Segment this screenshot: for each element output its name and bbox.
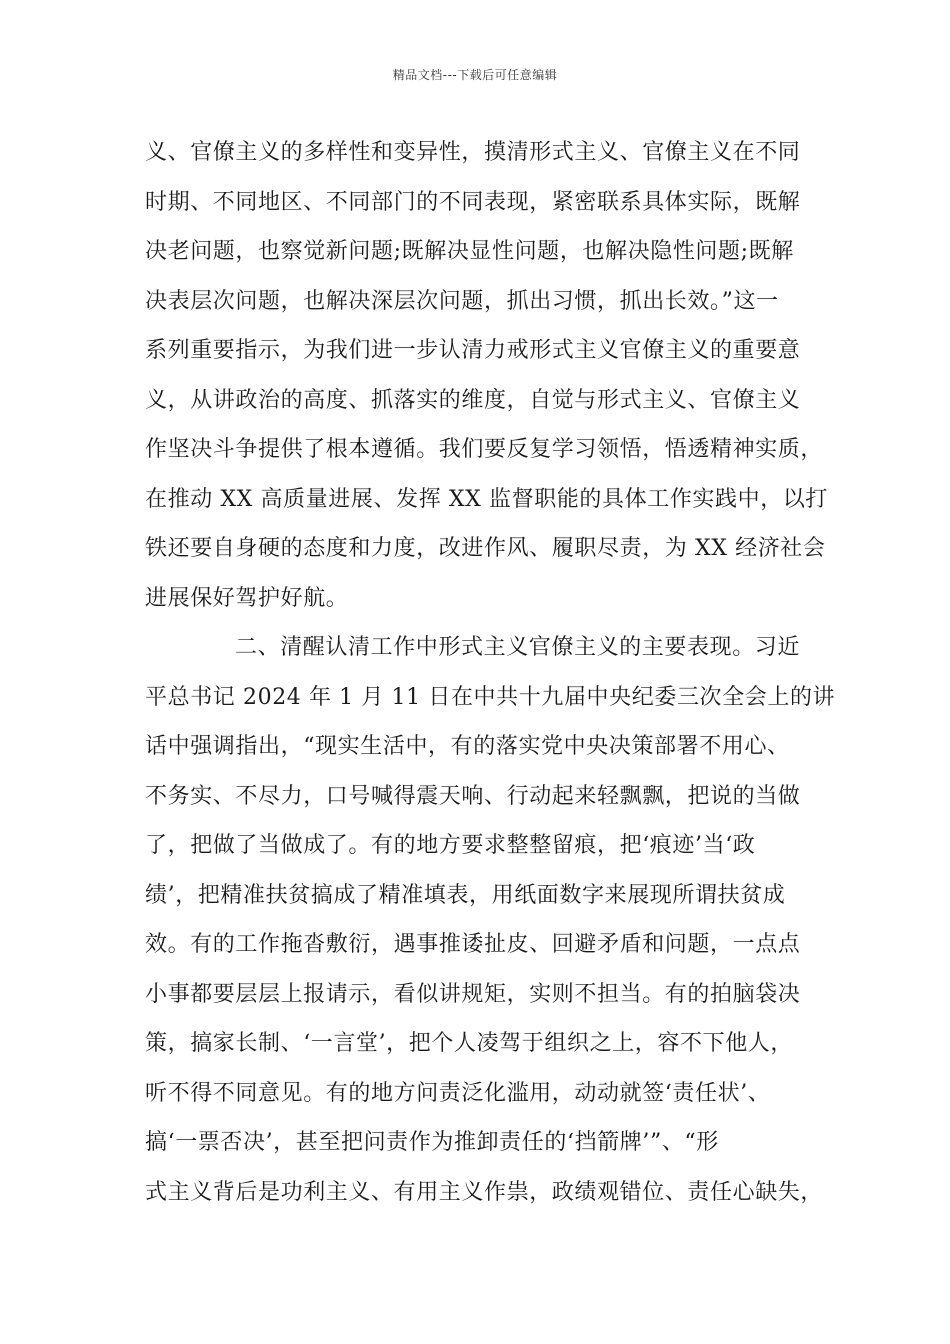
text-line: 平总书记 2024 年 1 月 11 日在中共十九届中央纪委三次全会上的讲 xyxy=(145,684,836,710)
text-line: 了，把做了当做成了。有的地方要求整整留痕，把‘痕迹’当‘政 xyxy=(145,833,756,858)
text-line: 决表层次问题，也解决深层次问题，抓出习惯，抓出长效。”这一 xyxy=(145,288,779,314)
text-line: 话中强调指出，“现实生活中，有的落实党中央决策部署不用心、 xyxy=(145,734,790,759)
section-heading-line: 二、清醒认清工作中形式主义官僚主义的主要表现。习近 xyxy=(235,635,801,660)
text-line: 听不得不同意见。有的地方问责泛化滥用，动动就签‘责任状’、 xyxy=(145,1080,771,1106)
text-line: 决老问题，也察觉新问题;既解决显性问题，也解决隐性问题;既解 xyxy=(145,239,794,264)
page-header: 精品文档---下载后可任意编辑 xyxy=(392,68,558,82)
text-line: 系列重要指示，为我们进一步认清力戒形式主义官僚主义的重要意 xyxy=(145,338,801,363)
text-line: 义，从讲政治的高度、抓落实的维度，自觉与形式主义、官僚主义 xyxy=(145,387,801,413)
text-line: 小事都要层层上报请示，看似讲规矩，实则不担当。有的拍脑袋决 xyxy=(145,981,801,1007)
text-line: 进展保好驾护好航。 xyxy=(145,585,349,611)
text-line: 搞‘一票否决’，甚至把问责作为推卸责任的‘挡箭牌’”、“形 xyxy=(145,1130,719,1155)
text-line: 效。有的工作拖沓敷衍，遇事推诿扯皮、回避矛盾和问题，一点点 xyxy=(145,932,801,957)
text-line: 在推动 XX 高质量进展、发挥 XX 监督职能的具体工作实践中，以打 xyxy=(145,486,829,512)
text-line: 策，搞家长制、‘一言堂’，把个人凌驾于组织之上，容不下他人， xyxy=(145,1031,793,1056)
text-line: 式主义背后是功利主义、有用主义作祟，政绩观错位、责任心缺失， xyxy=(145,1179,824,1205)
text-line: 绩’，把精准扶贫搞成了精准填表，用纸面数字来展现所谓扶贫成 xyxy=(145,882,786,908)
text-line: 义、官僚主义的多样性和变异性，摸清形式主义、官僚主义在不同 xyxy=(145,140,801,165)
document-body xyxy=(145,128,836,1217)
text-line: 不务实、不尽力，口号喊得震天响、行动起来轻飘飘，把说的当做 xyxy=(145,783,801,809)
text-line: 时期、不同地区、不同部门的不同表现，紧密联系具体实际，既解 xyxy=(145,189,801,215)
text-line: 铁还要自身硬的态度和力度，改进作风、履职尽责，为 XX 经济社会 xyxy=(145,536,826,561)
text-line: 作坚决斗争提供了根本遵循。我们要反复学习领悟，悟透精神实质， xyxy=(145,437,824,462)
